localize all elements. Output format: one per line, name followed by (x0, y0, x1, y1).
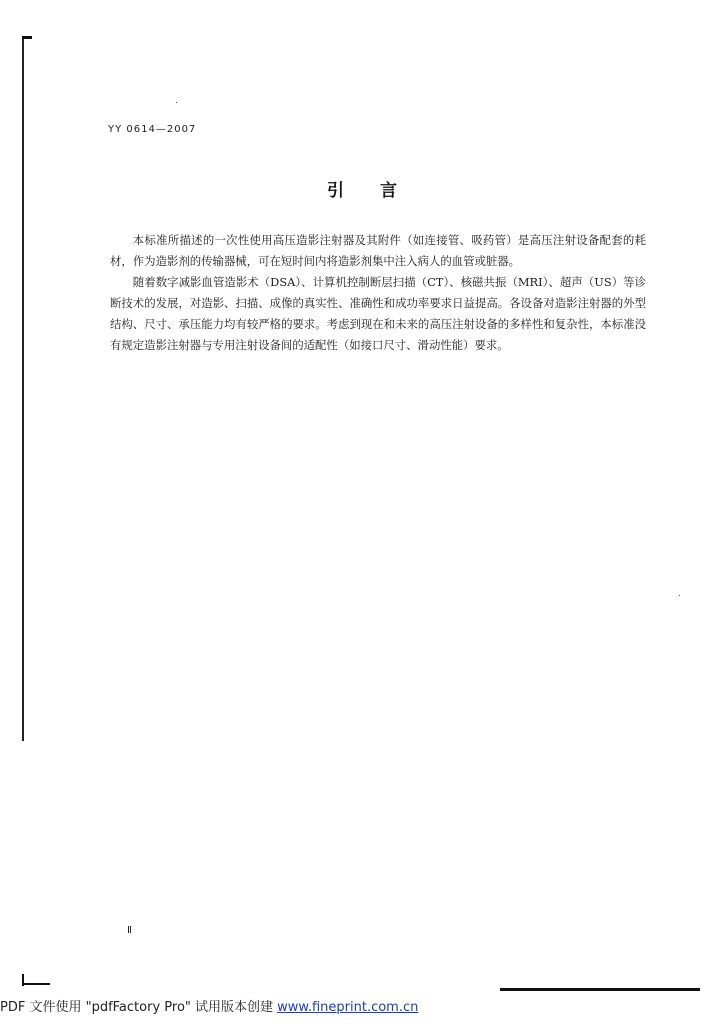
page-number: Ⅱ (127, 925, 132, 936)
scan-corner-mark (22, 36, 32, 39)
scan-corner-mark-bottom-h (22, 983, 50, 985)
scan-speck (176, 102, 177, 103)
scan-speck (679, 595, 680, 596)
bottom-rule (500, 988, 700, 991)
paragraph-1: 本标准所描述的一次性使用高压造影注射器及其附件（如连接管、吸药管）是高压注射设备配套的耗材，作为造影剂的传输器械，可在短时间内将造影剂集中注入病人的血管或脏器。 (110, 233, 646, 268)
scan-edge-mark (22, 36, 24, 741)
document-body (110, 230, 646, 356)
pdf-footer (0, 996, 418, 1015)
footer-text: PDF 文件使用 "pdfFactory Pro" 试用版本创建 (0, 1000, 278, 1015)
footer-link[interactable]: www.fineprint.com.cn (277, 1000, 419, 1015)
document-code: YY 0614—2007 (108, 124, 197, 135)
section-title: 引言 (327, 181, 433, 201)
paragraph-2: 随着数字减影血管造影术（DSA）、计算机控制断层扫描（CT）、核磁共振（MRI）、超声（US）等诊断技术的发展，对造影、扫描、成像的真实性、准确性和成功率要求日益提高。各设备对造影注射器的外型结构、尺寸、承压能力均有较严格的要求。考虑到现在和未来的高压注射设备的多样性和复杂性，本标准没有规定造影注射器与专用注射设备间的适配性（如接口尺寸、滑动性能）要求。 (110, 275, 646, 352)
